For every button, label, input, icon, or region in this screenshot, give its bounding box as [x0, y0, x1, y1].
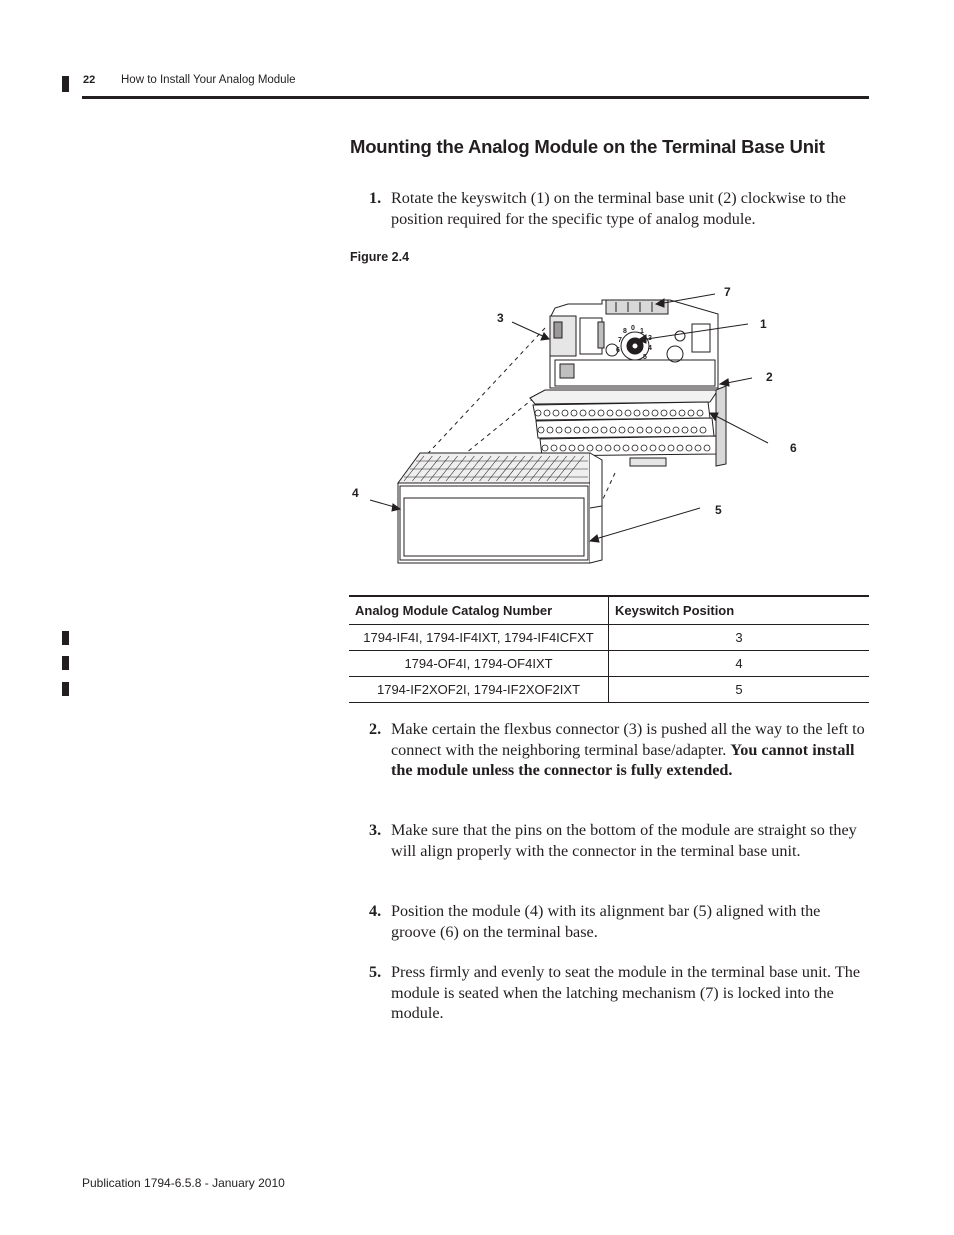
terminal-screw: [679, 410, 685, 416]
terminal-screw: [625, 410, 631, 416]
keyswitch-digit: 7: [618, 337, 622, 344]
column-header: Keyswitch Position: [609, 596, 870, 625]
step-number: 3.: [369, 821, 382, 839]
terminal-screw: [535, 410, 541, 416]
terminal-screw: [641, 445, 647, 451]
terminal-screw: [655, 427, 661, 433]
terminal-screw: [673, 427, 679, 433]
module-mounting-figure: [340, 278, 810, 576]
step-text: Make sure that the pins on the bottom of the module are straight so they will align properly with the connector in the terminal base unit.: [391, 821, 857, 860]
step-text: Press firmly and evenly to seat the module in the terminal base unit. The module is seated when the latching mechanism (7) is locked into the module.: [391, 963, 861, 1022]
terminal-screw: [659, 445, 665, 451]
terminal-screw: [695, 445, 701, 451]
terminal-screw: [607, 410, 613, 416]
terminal-screw: [704, 445, 710, 451]
terminal-screw: [544, 410, 550, 416]
step-number: 2.: [369, 720, 382, 738]
table-row: [349, 651, 869, 677]
terminal-screw: [569, 445, 575, 451]
callout-5: 5: [715, 503, 722, 517]
step-text: [391, 719, 869, 781]
terminal-screw: [538, 427, 544, 433]
page-number: 22: [83, 74, 96, 86]
terminal-screw: [592, 427, 598, 433]
keyswitch-position-cell: 5: [609, 677, 870, 703]
margin-marker: [62, 76, 69, 92]
callout-4: 4: [352, 486, 359, 500]
step-number: 1.: [369, 189, 382, 207]
change-bar: [62, 631, 69, 645]
callout-2: 2: [766, 370, 773, 384]
step-warning: You cannot install the module unless the connector is fully extended.: [391, 740, 855, 779]
keyswitch-digit: 4: [648, 345, 652, 352]
step-5: [369, 962, 869, 1024]
keyswitch-position-cell: 3: [609, 625, 870, 651]
terminal-screw: [596, 445, 602, 451]
terminal-screw: [677, 445, 683, 451]
terminal-screw: [614, 445, 620, 451]
terminal-screw: [637, 427, 643, 433]
catalog-number-cell: 1794-OF4I, 1794-OF4IXT: [349, 651, 609, 677]
terminal-screw: [553, 410, 559, 416]
change-bar: [62, 682, 69, 696]
terminal-screw: [632, 445, 638, 451]
terminal-screw: [556, 427, 562, 433]
terminal-screw: [542, 445, 548, 451]
terminal-screw: [650, 445, 656, 451]
terminal-screw: [670, 410, 676, 416]
terminal-screw: [587, 445, 593, 451]
callout-6: 6: [790, 441, 797, 455]
terminal-screw: [589, 410, 595, 416]
section-title: Mounting the Analog Module on the Terminal Base Unit: [350, 136, 825, 157]
terminal-screw: [562, 410, 568, 416]
terminal-screw: [560, 445, 566, 451]
publication-footer: Publication 1794-6.5.8 - January 2010: [82, 1176, 285, 1190]
terminal-screw: [697, 410, 703, 416]
terminal-screw: [580, 410, 586, 416]
step-text: Rotate the keyswitch (1) on the terminal base unit (2) clockwise to the position required for the specific type of analog module.: [391, 189, 846, 228]
keyswitch-digit: 3: [648, 335, 652, 342]
step-4: [369, 901, 869, 942]
keyswitch-digit: 0: [631, 325, 635, 332]
terminal-screw: [628, 427, 634, 433]
terminal-screw: [551, 445, 557, 451]
step-text: Position the module (4) with its alignment bar (5) aligned with the groove (6) on the terminal base.: [391, 902, 821, 941]
catalog-number-cell: 1794-IF4I, 1794-IF4IXT, 1794-IF4ICFXT: [349, 625, 609, 651]
terminal-screw: [583, 427, 589, 433]
table-header-row: [349, 596, 869, 625]
keyswitch-position-cell: 4: [609, 651, 870, 677]
terminal-screw: [668, 445, 674, 451]
terminal-screw: [571, 410, 577, 416]
running-title: How to Install Your Analog Module: [121, 74, 296, 86]
terminal-screw: [691, 427, 697, 433]
figure-caption: Figure 2.4: [350, 250, 410, 264]
callout-1: 1: [760, 317, 767, 331]
terminal-screw: [646, 427, 652, 433]
table-row: [349, 677, 869, 703]
keyswitch-digit: 1: [640, 328, 644, 335]
step-2: [369, 719, 869, 781]
terminal-screw: [623, 445, 629, 451]
step-body: Make certain the flexbus connector (3) is pushed all the way to the left to connect with the neighboring terminal base/adapter.: [391, 720, 865, 759]
terminal-screw: [601, 427, 607, 433]
terminal-screw: [565, 427, 571, 433]
column-header: Analog Module Catalog Number: [349, 596, 609, 625]
callout-7: 7: [724, 285, 731, 299]
callout-3: 3: [497, 311, 504, 325]
keyswitch-digit: 5: [643, 354, 647, 361]
step-number: 4.: [369, 902, 382, 920]
terminal-screw: [619, 427, 625, 433]
step-number: 5.: [369, 963, 382, 981]
terminal-screw: [578, 445, 584, 451]
terminal-screw: [634, 410, 640, 416]
step-3: [369, 820, 869, 861]
terminal-screw: [605, 445, 611, 451]
terminal-screw: [652, 410, 658, 416]
catalog-number-cell: 1794-IF2XOF2I, 1794-IF2XOF2IXT: [349, 677, 609, 703]
keyswitch-digit: 8: [623, 328, 627, 335]
terminal-screw: [686, 445, 692, 451]
terminal-screw: [700, 427, 706, 433]
terminal-screw: [598, 410, 604, 416]
terminal-screw: [610, 427, 616, 433]
terminal-screw: [661, 410, 667, 416]
table-row: [349, 625, 869, 651]
terminal-screw: [574, 427, 580, 433]
header-rule: [82, 96, 869, 99]
terminal-screw: [682, 427, 688, 433]
terminal-screw: [616, 410, 622, 416]
terminal-screw: [688, 410, 694, 416]
change-bar: [62, 656, 69, 670]
step-1: [369, 188, 869, 229]
terminal-screw: [643, 410, 649, 416]
keyswitch-table: [349, 595, 869, 703]
keyswitch-digit: 6: [616, 347, 620, 354]
terminal-screw: [547, 427, 553, 433]
terminal-screw: [664, 427, 670, 433]
